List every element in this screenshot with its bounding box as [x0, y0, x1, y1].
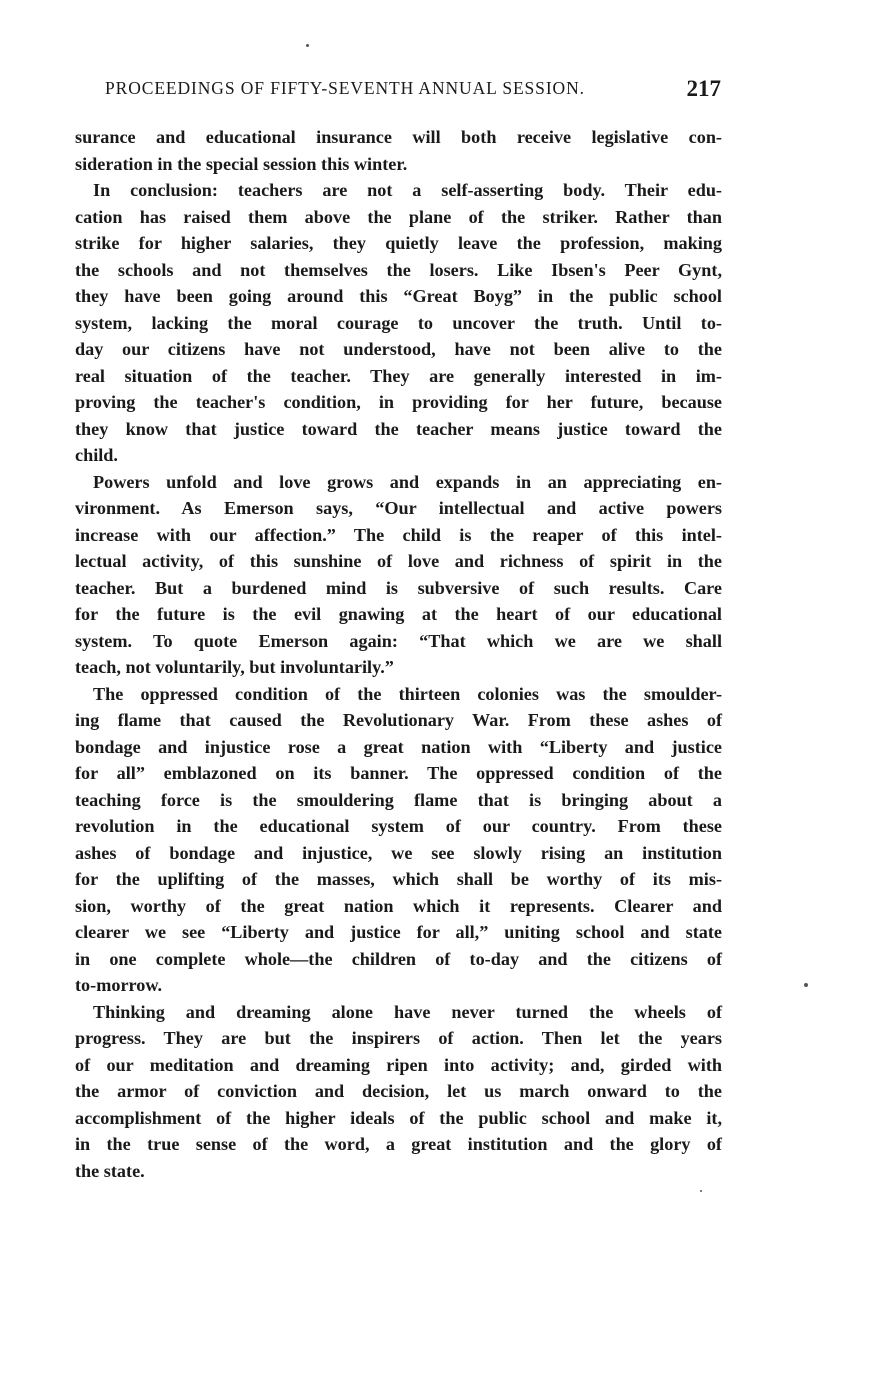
text-line: the armor of conviction and decision, let us march onward to the [75, 1081, 722, 1101]
text-line: sideration in the special session this winter. [75, 153, 408, 174]
text-line: the state. [75, 1160, 145, 1181]
text-line: sion, worthy of the great nation which it represents. Clearer and [75, 895, 722, 916]
text-line: increase with our affection.” The child is the reaper of this intel- [75, 524, 722, 545]
text-line: cation has raised them above the plane of the striker. Rather than [75, 206, 722, 227]
text-line: in one complete whole—the children of to-day and the citizens of [75, 948, 722, 969]
running-title: PROCEEDINGS OF FIFTY-SEVENTH ANNUAL SESSION. [105, 78, 585, 98]
text-line: for the future is the evil gnawing at the heart of our educational [75, 604, 722, 624]
text-line: of our meditation and dreaming ripen into activity; and, girded with [75, 1054, 722, 1075]
print-speck [306, 44, 309, 47]
page-number: 217 [686, 76, 721, 101]
body-text [75, 124, 722, 1184]
text-line: clearer we see “Liberty and justice for all,” uniting school and state [75, 922, 722, 942]
text-line: for all” emblazoned on its banner. The oppressed condition of the [75, 763, 722, 783]
text-line: teach, not voluntarily, but involuntarily.” [75, 657, 394, 677]
text-line: the schools and not themselves the losers. Like Ibsen's Peer Gynt, [75, 259, 722, 280]
text-line: progress. They are but the inspirers of action. Then let the years [75, 1028, 722, 1048]
text-line: teacher. But a burdened mind is subversive of such results. Care [75, 577, 722, 598]
text-line: they know that justice toward the teacher means justice toward the [75, 418, 722, 439]
text-line: proving the teacher's condition, in providing for her future, because [75, 392, 722, 412]
text-line: bondage and injustice rose a great nation with “Liberty and justice [75, 736, 722, 757]
text-line: surance and educational insurance will both receive legislative con- [75, 127, 722, 147]
text-line: revolution in the educational system of our country. From these [75, 816, 722, 836]
print-speck [700, 1190, 702, 1192]
text-line: to-morrow. [75, 975, 163, 995]
text-line: Powers unfold and love grows and expands in an appreciating en- [93, 471, 722, 492]
text-line: In conclusion: teachers are not a self-asserting body. Their edu- [93, 180, 722, 200]
text-line: lectual activity, of this sunshine of love and richness of spirit in the [75, 551, 722, 571]
text-line: vironment. As Emerson says, “Our intellectual and active powers [75, 498, 722, 518]
text-line: accomplishment of the higher ideals of the public school and make it, [75, 1107, 722, 1128]
text-line: The oppressed condition of the thirteen colonies was the smoulder- [93, 683, 722, 704]
running-head [75, 76, 723, 106]
text-line: day our citizens have not understood, have not been alive to the [75, 339, 722, 359]
text-line: in the true sense of the word, a great institution and the glory of [75, 1134, 722, 1154]
text-line: system. To quote Emerson again: “That which we are we shall [75, 630, 722, 651]
text-line: for the uplifting of the masses, which shall be worthy of its mis- [75, 869, 722, 889]
text-line: ing flame that caused the Revolutionary War. From these ashes of [75, 710, 722, 730]
text-line: system, lacking the moral courage to uncover the truth. Until to- [75, 312, 722, 333]
text-line: ashes of bondage and injustice, we see slowly rising an institution [75, 842, 722, 863]
text-line: strike for higher salaries, they quietly leave the profession, making [75, 233, 722, 253]
print-speck [804, 983, 808, 987]
text-line: real situation of the teacher. They are generally interested in im- [75, 365, 722, 386]
text-line: teaching force is the smouldering flame that is bringing about a [75, 789, 722, 810]
text-line: child. [75, 445, 118, 465]
text-line: they have been going around this “Great Boyg” in the public school [75, 286, 722, 306]
text-line: Thinking and dreaming alone have never turned the wheels of [93, 1001, 722, 1022]
